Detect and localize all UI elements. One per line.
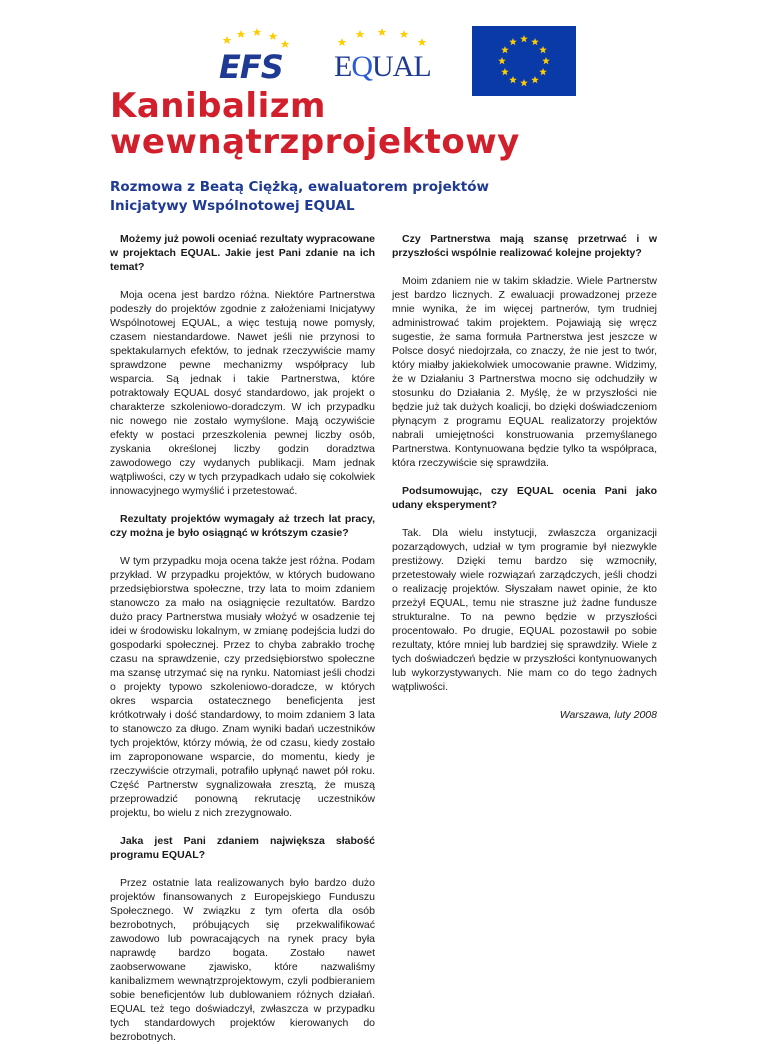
- equal-wordmark-e: E: [334, 50, 352, 83]
- equal-logo: [328, 28, 438, 90]
- question-3: Jaka jest Pani zdaniem największa słabość programu EQUAL?: [110, 835, 375, 861]
- right-column: [392, 232, 657, 722]
- eu-flag-logo: [472, 26, 576, 96]
- answer-3: Przez ostatnie lata realizowanych było bardzo dużo projektów finansowanych z Europejskiego Funduszu Społecznego. W związku z tym oferta dla osób bezrobotnych, próbujących się przekwalifikować zawodowo lub powracających na rynek pracy była naprawdę bardzo bogata. Zostało nawet zaobserwowane zjawisko, które nazwaliśmy kanibalizmem wewnątrzprojektowym, czyli podbieraniem sobie beneficjentów lub dublowaniem różnych działań. EQUAL też tego doświadczył, zwłaszcza w przypadku tych standardowych projektów kierowanych do bezrobotnych.: [110, 877, 375, 1043]
- question-2: Rezultaty projektów wymagały aż trzech lat pracy, czy można je było osiągnąć w krótszym czasie?: [110, 513, 375, 539]
- equal-wordmark-q: Q: [351, 50, 372, 83]
- answer-5: Tak. Dla wielu instytucji, zwłaszcza organizacji pozarządowych, udział w tym programie był niezwykle prestiżowy. Dzięki temu bardzo się wzmocniły, przetestowały wiele rozwiązań zarządczych, jeśli chodzi o realizację projektów. Słyszałam nawet opinie, że kto przeżył EQUAL, temu nie straszne już żadne fundusze strukturalne. To na pewno będzie w przyszłości procentowało. Po drugie, EQUAL pozostawił po sobie rezultaty, które mniej lub bardziej się sprawdziły. Wiele z tych doświadczeń będzie w przyszłości kontynuowanych lub wykorzystywanych. Nie mam co do tego żadnych wątpliwości.: [392, 527, 657, 693]
- logos-header: [0, 20, 768, 90]
- answer-2: W tym przypadku moja ocena także jest różna. Podam przykład. W przypadku projektów, w których budowano przedsiębiorstwa społeczne, trzy lata to moim zdaniem stanowczo za mało na osiągnięcie rezultatów. Bardzo dużo pracy Partnerstwa musiały włożyć w osadzenie tej idei w środowisku lokalnym, w zmianę podejścia ludzi do gospodarki społecznej. Przez to chyba zabrakło trochę czasu na sprawdzenie, czy przedsiębiorstwo społeczne ma szansę utrzymać się na rynku. Natomiast jeśli chodzi o projekty typowo szkoleniowo-doradcze, w których okres wsparcia ostatecznego beneficjenta jest krótkotrwały i dość standardowy, to moim zdaniem 3 lata to stanowczo za długo. Znam wyniki badań uczestników tych projektów, którzy mówią, że od czasu, kiedy zostało im zaproponowane wsparcie, do momentu, kiedy je rzeczywiście otrzymali, potrafiło upłynąć nawet pół roku. Część Partnerstw sygnalizowała zresztą, że muszą przeprowadzić ponowną rekrutację uczestników projektu, bo wielu z nich zrezygnowało.: [110, 555, 375, 819]
- article-title-line1: Kanibalizm: [110, 86, 326, 126]
- equal-stars-icon: [328, 28, 438, 52]
- question-5: Podsumowując, czy EQUAL ocenia Pani jako udany eksperyment?: [392, 485, 657, 511]
- signature-place-date: Warszawa, luty 2008: [559, 709, 657, 721]
- question-1: Możemy już powoli oceniać rezultaty wypracowane w projektach EQUAL. Jakie jest Pani zdanie na ich temat?: [110, 233, 375, 273]
- equal-wordmark-ual: UAL: [372, 50, 431, 83]
- article-subtitle-line1: Rozmowa z Beatą Ciężką, ewaluatorem projektów: [110, 179, 489, 195]
- article-title-line2: wewnątrzprojektowy: [110, 122, 520, 162]
- eu-flag-icon: [472, 26, 576, 96]
- efs-logo: [215, 28, 295, 90]
- question-4: Czy Partnerstwa mają szansę przetrwać i w przyszłości wspólnie realizować kolejne projekty?: [392, 233, 657, 259]
- article-subtitle-line2: Inicjatywy Wspólnotowej EQUAL: [110, 198, 355, 214]
- article-subtitle: [110, 178, 489, 216]
- efs-wordmark: EFS: [219, 48, 283, 86]
- article-title: [110, 88, 520, 160]
- answer-1: Moja ocena jest bardzo różna. Niektóre Partnerstwa podeszły do projektów zgodnie z założeniami Inicjatywy Wspólnotowej EQUAL, a więc testują nowe pomysły, czasem niestandardowe. Nawet jeśli nie przynosi to spektakularnych efektów, to jednak rzeczywiście mamy sprawdzone pewne mechanizmy współpracy lub wsparcia. Są jednak i takie Partnerstwa, które potraktowały EQUAL dosyć standardowo, jak projekt o charakterze szkoleniowo-doradczym. W ich przypadku nic nowego nie zostało wymyślone. Mają oczywiście efekty w postaci przeszkolenia pewnej liczby osób, zyskania określonej liczby godzin doradztwa zawodowego czy wydanych publikacji. Mam jednak wątpliwości, czy w tych przypadkach udało się cokolwiek innowacyjnego wymyślić i przetestować.: [110, 289, 375, 497]
- left-column: [110, 232, 375, 1044]
- equal-wordmark: [334, 50, 431, 84]
- answer-4: Moim zdaniem nie w takim składzie. Wiele Partnerstw jest bardzo licznych. Z ewaluacji prowadzonej przeze mnie wynika, że im więcej partnerów, tym trudniej administrować takim projektem. Pojawiają się wręcz sugestie, że sama formuła Partnerstwa jest jeszcze w Polsce dosyć niedojrzała, co znaczy, że nie jest to twór, który miałby jakiekolwiek umocowanie prawne. Widzimy, że w Działaniu 3 Partnerstwa mocno się odchudziły w stosunku do Działania 2. Myślę, że w przyszłości nie będzie już tak dużych koalicji, bo dzięki doświadczeniom płynącym z programu EQUAL realizatorzy projektów nabrali umiejętności konstruowania przemyślanego Partnerstwa. Kontynuowana będzie tylko ta współpraca, która rzeczywiście się sprawdziła.: [392, 275, 657, 469]
